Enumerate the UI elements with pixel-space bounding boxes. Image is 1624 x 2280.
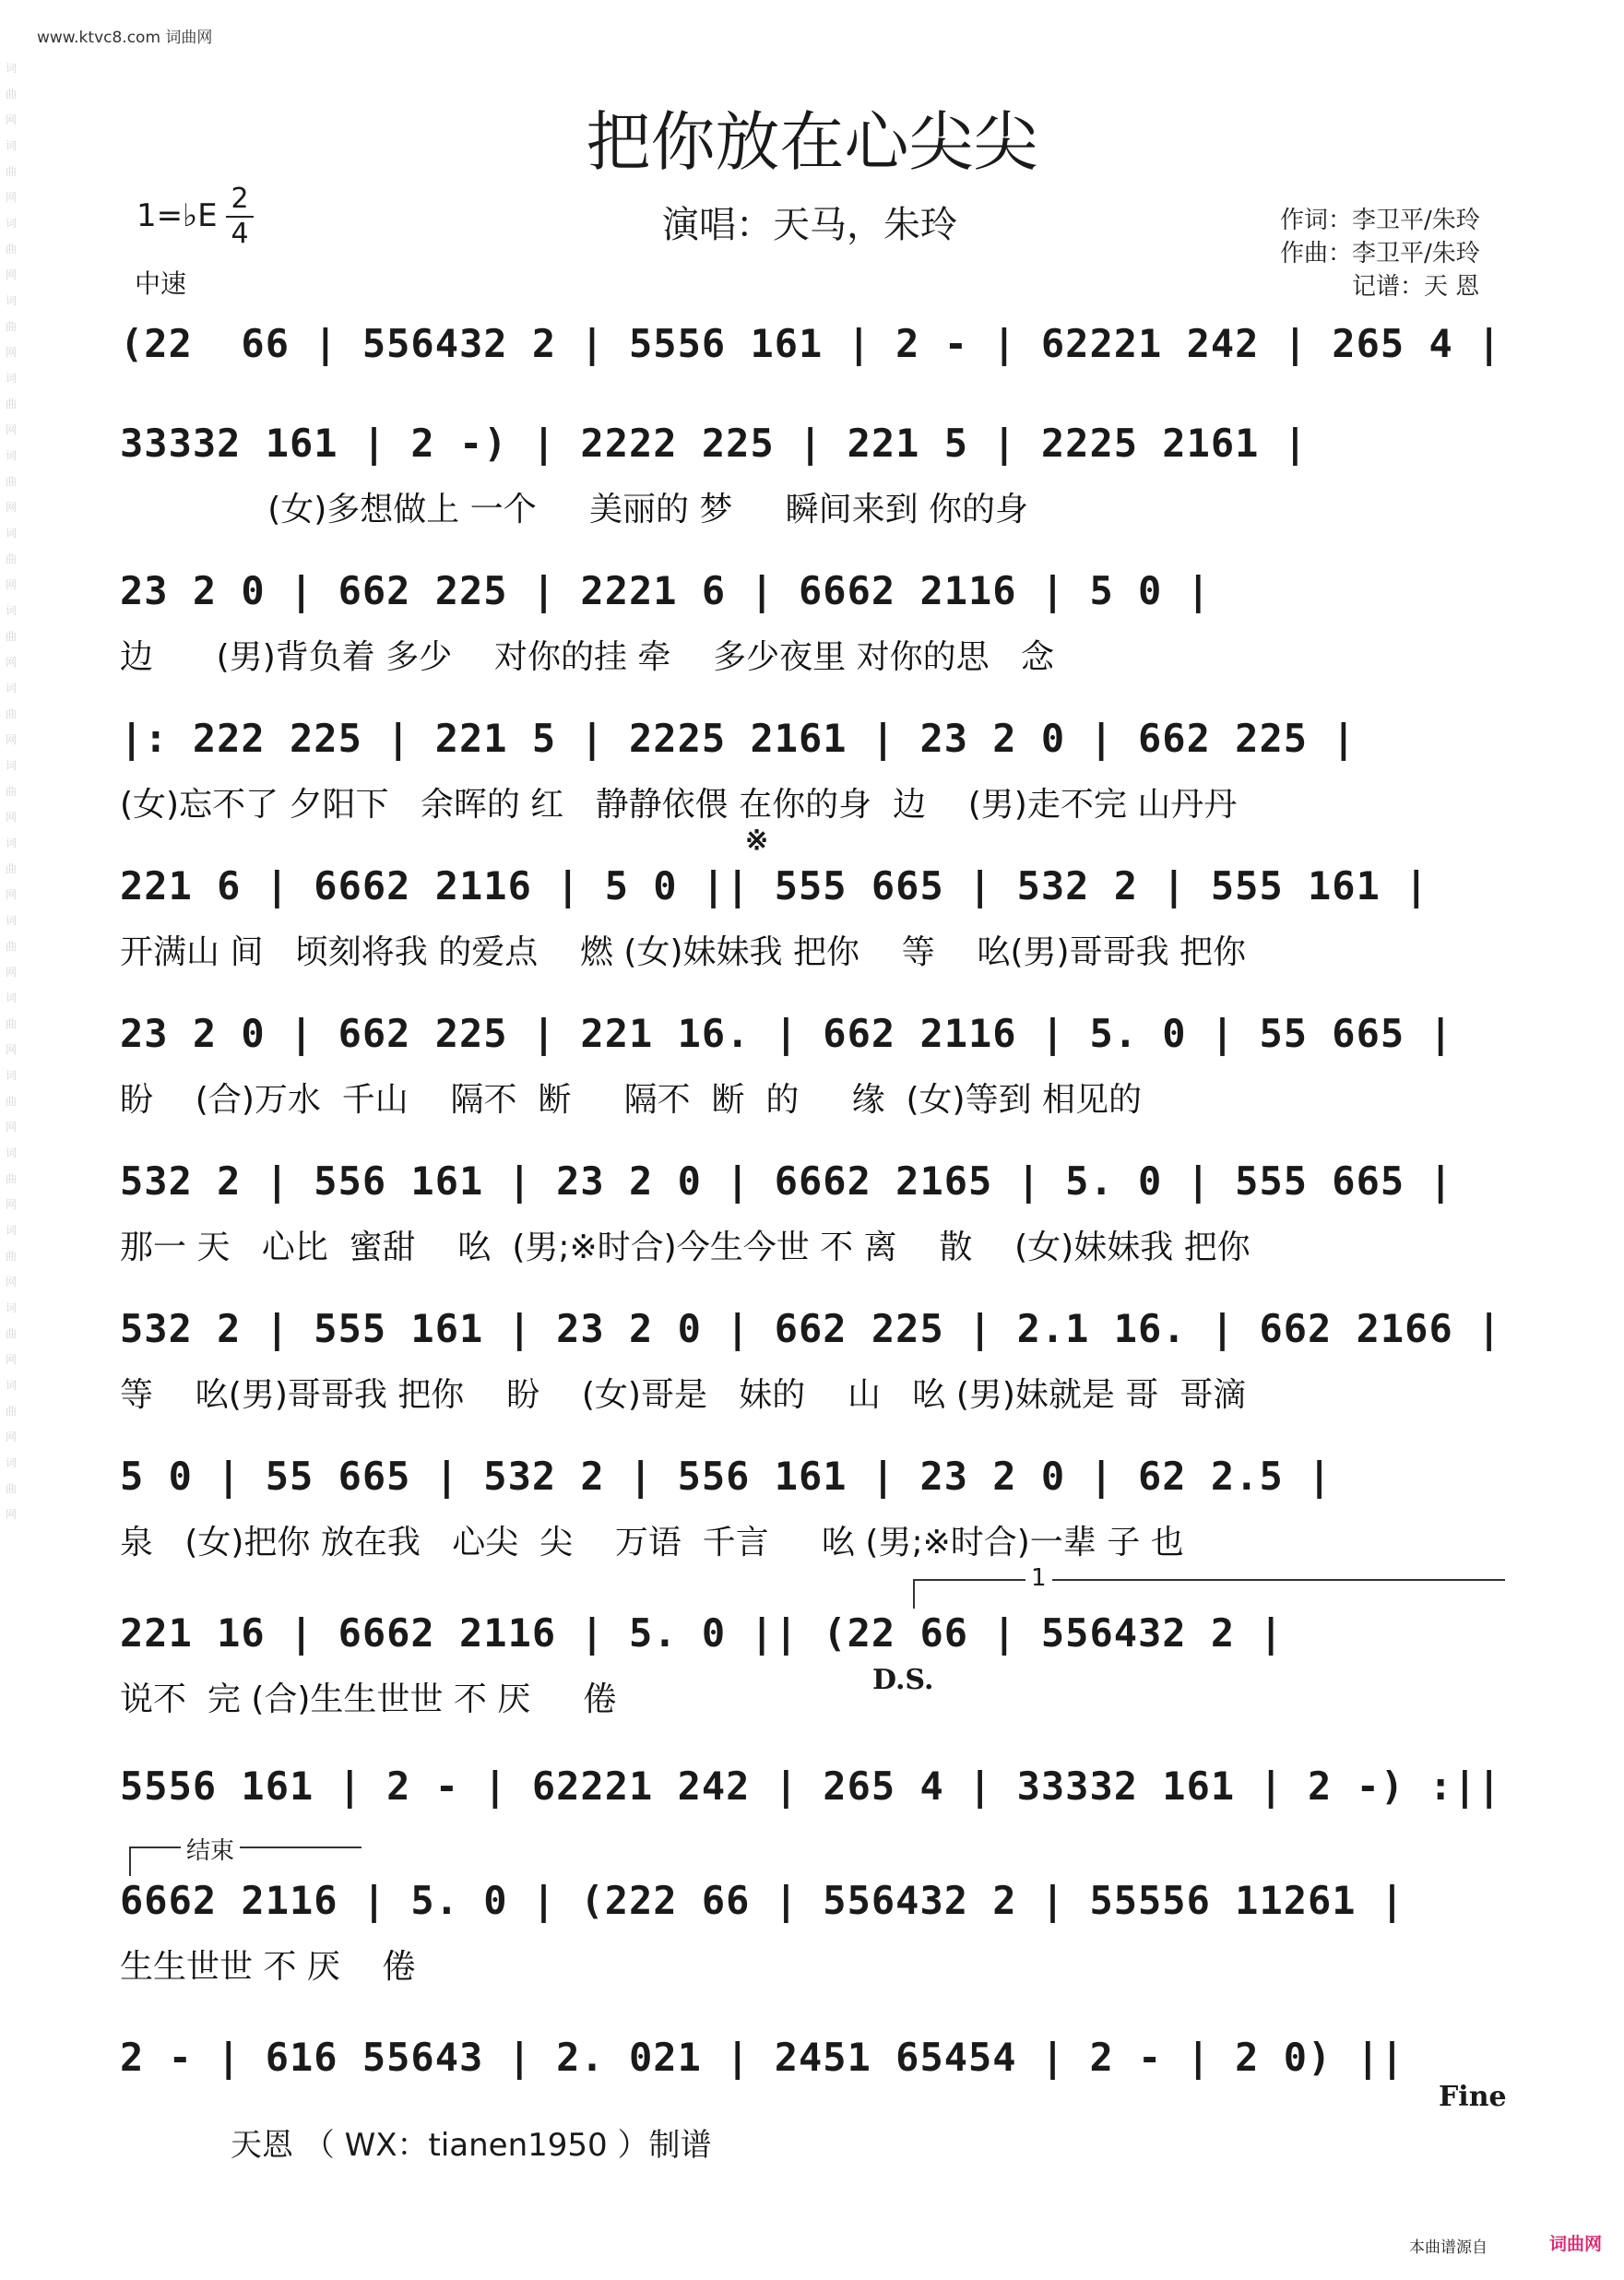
ending-label: 结束	[181, 1832, 240, 1866]
lyric-line: (女)忘不了 夕阳下 余晖的 红 静静依偎 在你的身 边 (男)走不完 山丹丹	[120, 786, 1238, 824]
notation-line: 6662 2116 | 5. 0 | (222 66 | 556432 2 | 55556 11261 |	[120, 1878, 1405, 1923]
lyric-line: 等 吆(男)哥哥我 把你 盼 (女)哥是 妹的 山 吆 (男)妹就是 哥 哥滴	[120, 1376, 1247, 1414]
transcriber-signature: 天恩 （ WX：tianen1950 ）制谱	[231, 2127, 712, 2164]
notation-line: 2 - | 616 55643 | 2. 021 | 2451 65454 | 2 - | 2 0) ||	[120, 2035, 1405, 2080]
notation-line: 23 2 0 | 662 225 | 221 16. | 662 2116 | 5. 0 | 55 665 |	[120, 1011, 1453, 1056]
lyric-line: 那一 天 心比 蜜甜 吆 (男;※时合)今生今世 不 离 散 (女)妹妹我 把你	[120, 1229, 1251, 1266]
lyricist-credit: 作词：李卫平/朱玲	[1280, 207, 1480, 234]
key-signature: 1=♭E	[136, 197, 218, 234]
notation-line: |: 222 225 | 221 5 | 2225 2161 | 23 2 0 | 662 225 |	[120, 716, 1357, 761]
time-signature-top: 2	[231, 183, 249, 215]
ending-bracket	[129, 1837, 362, 1876]
notation-line: 5556 161 | 2 - | 62221 242 | 265 4 | 33332 161 | 2 -) :||	[120, 1763, 1502, 1809]
notation-line: 5 0 | 55 665 | 532 2 | 556 161 | 23 2 0 | 62 2.5 |	[120, 1454, 1333, 1499]
footer-source: 本曲谱源自	[1409, 2238, 1488, 2257]
volta-bracket	[913, 1564, 1505, 1609]
song-title: 把你放在心尖尖	[586, 104, 1038, 180]
lyric-line: (女)多想做上 一个 美丽的 梦 瞬间来到 你的身	[120, 491, 1029, 528]
notation-line: 221 16 | 6662 2116 | 5. 0 || (22 66 | 556432 2 |	[120, 1610, 1284, 1656]
fine-mark: Fine	[1439, 2081, 1507, 2113]
time-signature	[226, 183, 254, 251]
lyric-line: 边 (男)背负着 多少 对你的挂 牵 多少夜里 对你的思 念	[120, 638, 1054, 676]
site-header: www.ktvc8.com 词曲网	[37, 29, 213, 47]
time-signature-bottom: 4	[226, 216, 254, 251]
composer-credit: 作曲：李卫平/朱玲	[1280, 240, 1480, 267]
lyric-line: 开满山 间 顷刻将我 的爱点 燃 (女)妹妹我 把你 等 吆(男)哥哥我 把你	[120, 933, 1247, 971]
tempo-marking: 中速	[135, 268, 187, 299]
volta-number: 1	[1025, 1564, 1052, 1592]
side-watermark: 词曲网词曲网词曲网词曲网词曲网词曲网词曲网词曲网词曲网词曲网词曲网词曲网词曲网词曲网词曲网词曲网词曲网词曲网词曲网	[6, 62, 19, 1521]
lyric-line: 盼 (合)万水 千山 隔不 断 隔不 断 的 缘 (女)等到 相见的	[120, 1081, 1143, 1119]
ds-mark: D.S.	[872, 1664, 934, 1696]
lyric-line: 生生世世 不 厌 倦	[120, 1948, 416, 1986]
singer-credit: 演唱：天马，朱玲	[662, 204, 957, 246]
notation-line: 221 6 | 6662 2116 | 5 0 || 555 665 | 532 2 | 555 161 |	[120, 863, 1429, 908]
lyric-line: 说不 完 (合)生生世世 不 厌 倦	[120, 1680, 617, 1718]
notation-line: 33332 161 | 2 -) | 2222 225 | 221 5 | 2225 2161 |	[120, 421, 1309, 466]
notation-line: 532 2 | 556 161 | 23 2 0 | 6662 2165 | 5. 0 | 555 665 |	[120, 1158, 1453, 1204]
notation-line: 23 2 0 | 662 225 | 2221 6 | 6662 2116 | 5 0 |	[120, 568, 1211, 613]
lyric-line: 泉 (女)把你 放在我 心尖 尖 万语 千言 吆 (男;※时合)一辈 子 也	[120, 1524, 1184, 1562]
footer-logo: 词曲网	[1549, 2234, 1603, 2254]
notation-line: (22 66 | 556432 2 | 5556 161 | 2 - | 62221 242 | 265 4 |	[120, 321, 1502, 366]
transcriber-credit: 记谱：天 恩	[1352, 273, 1480, 301]
notation-line: 532 2 | 555 161 | 23 2 0 | 662 225 | 2.1 16. | 662 2166 |	[120, 1306, 1502, 1351]
segno-mark: ※	[745, 825, 769, 857]
